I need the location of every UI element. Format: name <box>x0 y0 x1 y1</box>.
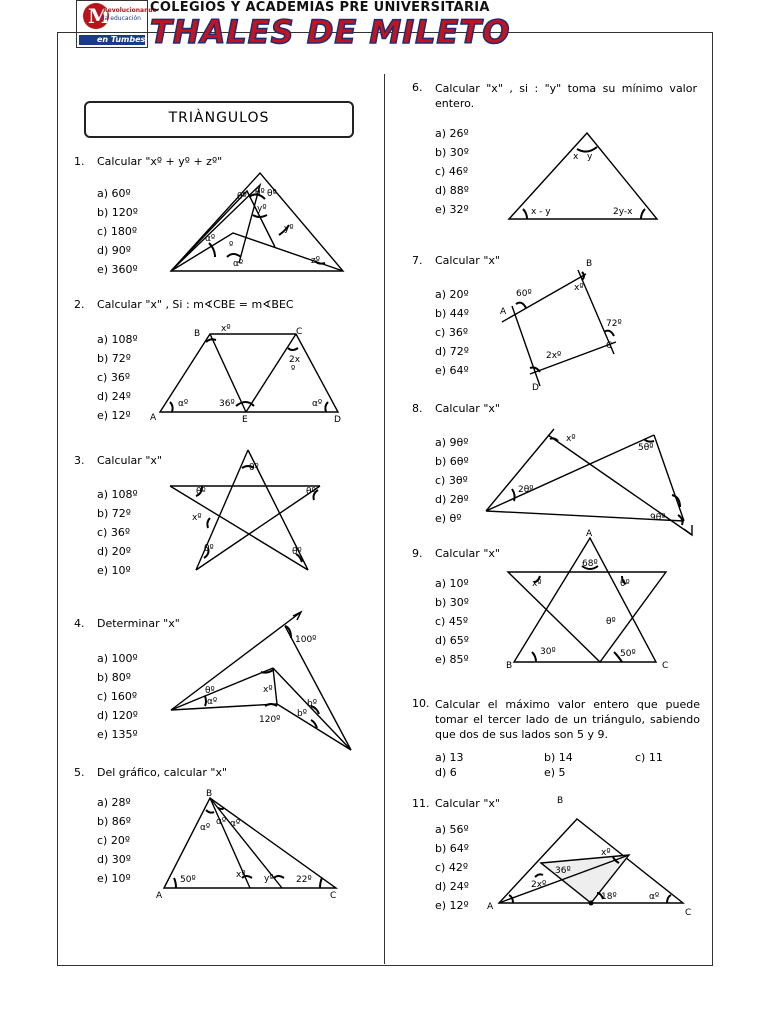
problem-3-text: Calcular "x" <box>97 454 162 467</box>
svg-text:A: A <box>150 413 157 423</box>
svg-text:bº: bº <box>297 709 307 719</box>
problem-11-text: Calcular "x" <box>435 797 500 810</box>
svg-text:θº: θº <box>204 544 214 554</box>
problem-2-option-a[interactable]: a) 108º <box>97 333 138 346</box>
header-subtitle: COLEGIOS Y ACADEMIAS PRE UNIVERSITARIA <box>150 0 490 15</box>
problem-5-option-b[interactable]: b) 86º <box>97 815 131 828</box>
problem-7-option-a[interactable]: a) 20º <box>435 288 469 301</box>
problem-2-option-c[interactable]: c) 36º <box>97 371 131 384</box>
svg-text:θº: θº <box>249 463 259 473</box>
problem-2-text: Calcular "x" , Si : m∢CBE = m∢BEC <box>97 298 294 311</box>
svg-text:2xº: 2xº <box>546 351 562 361</box>
svg-text:αº: αº <box>205 234 216 244</box>
problem-6-option-b[interactable]: b) 30º <box>435 146 469 159</box>
svg-text:5θº: 5θº <box>638 443 654 453</box>
svg-text:D: D <box>334 415 341 425</box>
problem-3-number: 3. <box>74 454 85 467</box>
problem-7-option-c[interactable]: c) 36º <box>435 326 469 339</box>
problem-9-option-d[interactable]: d) 65º <box>435 634 469 647</box>
svg-text:xº: xº <box>263 685 273 695</box>
svg-text:18º: 18º <box>601 892 617 902</box>
problem-1-number: 1. <box>74 155 85 168</box>
svg-text:xº: xº <box>601 848 611 858</box>
problem-10-text: Calcular el máximo valor entero que puede tomar el tercer lado de un triángulo, sabiendo que dos de sus lados son 5 y 9. <box>435 698 700 741</box>
problem-5-option-e[interactable]: e) 10º <box>97 872 131 885</box>
problem-9-option-e[interactable]: e) 85º <box>435 653 469 666</box>
problem-9-figure <box>502 526 677 671</box>
svg-text:C: C <box>606 341 613 351</box>
svg-text:αº: αº <box>312 399 323 409</box>
svg-text:αº: αº <box>178 399 189 409</box>
problem-1-option-d[interactable]: d) 90º <box>97 244 131 257</box>
problem-11-option-a[interactable]: a) 56º <box>435 823 469 836</box>
problem-11-option-e[interactable]: e) 12º <box>435 899 469 912</box>
problem-4-option-a[interactable]: a) 100º <box>97 652 138 665</box>
problem-4-option-b[interactable]: b) 80º <box>97 671 131 684</box>
svg-text:xº: xº <box>192 513 202 523</box>
problem-6-option-e[interactable]: e) 32º <box>435 203 469 216</box>
problem-8-text: Calcular "x" <box>435 402 500 415</box>
problem-8-option-c[interactable]: c) 3θº <box>435 474 468 487</box>
problem-8-option-b[interactable]: b) 6θº <box>435 455 469 468</box>
problem-1-figure <box>165 165 350 275</box>
problem-6-figure <box>505 127 660 223</box>
svg-text:xº: xº <box>236 870 246 880</box>
problem-4-number: 4. <box>74 617 85 630</box>
problem-7-option-b[interactable]: b) 44º <box>435 307 469 320</box>
svg-text:B: B <box>206 789 213 799</box>
problem-1-option-e[interactable]: e) 360º <box>97 263 138 276</box>
problem-4-option-d[interactable]: d) 120º <box>97 709 138 722</box>
svg-text:θº: θº <box>606 617 616 627</box>
svg-text:θº: θº <box>237 192 247 202</box>
svg-text:αº: αº <box>207 697 218 707</box>
svg-text:72º: 72º <box>606 319 622 329</box>
problem-10-number: 10. <box>412 697 430 710</box>
problem-9-option-a[interactable]: a) 10º <box>435 577 469 590</box>
svg-text:30º: 30º <box>540 647 556 657</box>
svg-text:αº: αº <box>230 819 241 829</box>
problem-10-option-a[interactable]: a) 13 <box>435 751 464 764</box>
problem-2-figure <box>148 324 348 426</box>
problem-11-figure <box>485 793 700 918</box>
svg-text:50º: 50º <box>180 875 196 885</box>
svg-text:60º: 60º <box>516 289 532 299</box>
svg-text:D: D <box>532 383 539 393</box>
problem-7-option-d[interactable]: d) 72º <box>435 345 469 358</box>
problem-7-number: 7. <box>412 254 423 267</box>
svg-text:º: º <box>291 365 296 375</box>
svg-text:B: B <box>194 329 201 339</box>
svg-text:bº: bº <box>307 699 317 709</box>
problem-11-option-d[interactable]: d) 24º <box>435 880 469 893</box>
svg-text:θº: θº <box>306 487 316 497</box>
svg-text:B: B <box>586 259 593 269</box>
svg-text:9θº: 9θº <box>650 513 666 523</box>
svg-text:xº: xº <box>566 434 576 444</box>
problem-3-option-c[interactable]: c) 36º <box>97 526 131 539</box>
svg-text:2x: 2x <box>289 355 301 365</box>
problem-9-number: 9. <box>412 547 423 560</box>
problem-10-option-d[interactable]: d) 6 <box>435 766 457 779</box>
svg-text:θº: θº <box>196 487 206 497</box>
svg-text:x - y: x - y <box>531 207 551 217</box>
problem-8-figure <box>482 425 697 540</box>
problem-9-option-c[interactable]: c) 45º <box>435 615 469 628</box>
problem-7-figure <box>498 256 633 391</box>
problem-1-option-b[interactable]: b) 120º <box>97 206 138 219</box>
problem-7-option-e[interactable]: e) 64º <box>435 364 469 377</box>
svg-text:A: A <box>487 902 494 912</box>
problem-6-text: Calcular "x" , si : "y" toma su mínimo valor entero. <box>435 82 697 110</box>
svg-text:B: B <box>506 661 513 671</box>
problem-5-text: Del gráfico, calcular "x" <box>97 766 228 779</box>
svg-text:36º: 36º <box>555 866 571 876</box>
svg-text:A: A <box>500 307 507 317</box>
svg-text:36º: 36º <box>219 399 235 409</box>
problem-10-option-b[interactable]: b) 14 <box>544 751 573 764</box>
problem-8-number: 8. <box>412 402 423 415</box>
svg-text:E: E <box>242 415 248 425</box>
problem-3-figure <box>170 448 320 573</box>
svg-text:θº: θº <box>205 686 215 696</box>
problem-8-option-a[interactable]: a) 9θº <box>435 436 469 449</box>
problem-11-option-b[interactable]: b) 64º <box>435 842 469 855</box>
problem-2-option-d[interactable]: d) 24º <box>97 390 131 403</box>
problem-1-option-a[interactable]: a) 60º <box>97 187 131 200</box>
problem-9-option-b[interactable]: b) 30º <box>435 596 469 609</box>
svg-text:y: y <box>587 152 593 162</box>
column-divider <box>384 74 385 964</box>
problem-5-option-d[interactable]: d) 30º <box>97 853 131 866</box>
problem-5-option-c[interactable]: c) 20º <box>97 834 131 847</box>
problem-6-option-c[interactable]: c) 46º <box>435 165 469 178</box>
problem-3-option-e[interactable]: e) 10º <box>97 564 131 577</box>
problem-10-option-e[interactable]: e) 5 <box>544 766 566 779</box>
svg-text:yº: yº <box>284 224 294 234</box>
svg-text:B: B <box>557 796 564 806</box>
svg-text:120º: 120º <box>259 715 281 725</box>
problem-8-option-d[interactable]: d) 2θº <box>435 493 469 506</box>
svg-text:yº: yº <box>264 874 274 884</box>
problem-5-figure <box>150 784 345 902</box>
worksheet-title: TRIÀNGULOS <box>84 101 354 138</box>
problem-6-option-d[interactable]: d) 88º <box>435 184 469 197</box>
problem-3-option-a[interactable]: a) 108º <box>97 488 138 501</box>
svg-text:θº: θº <box>255 188 265 198</box>
svg-text:2y-x: 2y-x <box>613 207 633 217</box>
svg-text:A: A <box>586 529 593 539</box>
svg-text:θº: θº <box>620 579 630 589</box>
svg-text:68º: 68º <box>582 559 598 569</box>
svg-text:C: C <box>296 327 303 337</box>
svg-text:xº: xº <box>532 579 542 589</box>
problem-10-option-c[interactable]: c) 11 <box>635 751 663 764</box>
svg-text:θº: θº <box>292 547 302 557</box>
svg-text:xº: xº <box>221 324 231 334</box>
svg-text:x: x <box>573 152 579 162</box>
problem-11-option-c[interactable]: c) 42º <box>435 861 469 874</box>
svg-text:zº: zº <box>311 256 320 266</box>
svg-text:xº: xº <box>574 283 584 293</box>
svg-text:A: A <box>156 891 163 901</box>
problem-3-option-d[interactable]: d) 20º <box>97 545 131 558</box>
problem-3-option-b[interactable]: b) 72º <box>97 507 131 520</box>
problem-9-text: Calcular "x" <box>435 547 500 560</box>
svg-text:αº: αº <box>649 892 660 902</box>
problem-6-option-a[interactable]: a) 26º <box>435 127 469 140</box>
problem-11-number: 11. <box>412 797 430 810</box>
problem-4-option-e[interactable]: e) 135º <box>97 728 138 741</box>
svg-text:C: C <box>685 908 692 918</box>
svg-text:C: C <box>330 891 337 901</box>
problem-2-option-b[interactable]: b) 72º <box>97 352 131 365</box>
problem-5-number: 5. <box>74 766 85 779</box>
svg-text:50º: 50º <box>620 649 636 659</box>
header-title: THALES DE MILETO <box>150 13 511 51</box>
problem-8-option-e[interactable]: e) θº <box>435 512 462 525</box>
svg-text:yº: yº <box>257 204 267 214</box>
svg-text:αº: αº <box>233 259 244 269</box>
svg-text:C: C <box>662 661 669 671</box>
problem-5-option-a[interactable]: a) 28º <box>97 796 131 809</box>
svg-text:100º: 100º <box>295 635 317 645</box>
problem-4-option-c[interactable]: c) 160º <box>97 690 138 703</box>
svg-text:αº: αº <box>200 823 211 833</box>
problem-4-figure <box>165 610 355 755</box>
problem-7-text: Calcular "x" <box>435 254 500 267</box>
problem-6-number: 6. <box>412 81 423 94</box>
problem-4-text: Determinar "x" <box>97 617 180 630</box>
svg-text:º: º <box>229 241 234 251</box>
problem-2-option-e[interactable]: e) 12º <box>97 409 131 422</box>
problem-2-number: 2. <box>74 298 85 311</box>
problem-1-text: Calcular "xº + yº + zº" <box>97 155 223 168</box>
svg-text:2θº: 2θº <box>518 485 534 495</box>
svg-text:θº: θº <box>267 189 277 199</box>
svg-text:22º: 22º <box>296 875 312 885</box>
svg-text:2xº: 2xº <box>531 880 547 890</box>
problem-1-option-c[interactable]: c) 180º <box>97 225 138 238</box>
svg-text:αº: αº <box>216 817 227 827</box>
school-logo: M Revolucionando la educación en Tumbes <box>76 0 148 48</box>
